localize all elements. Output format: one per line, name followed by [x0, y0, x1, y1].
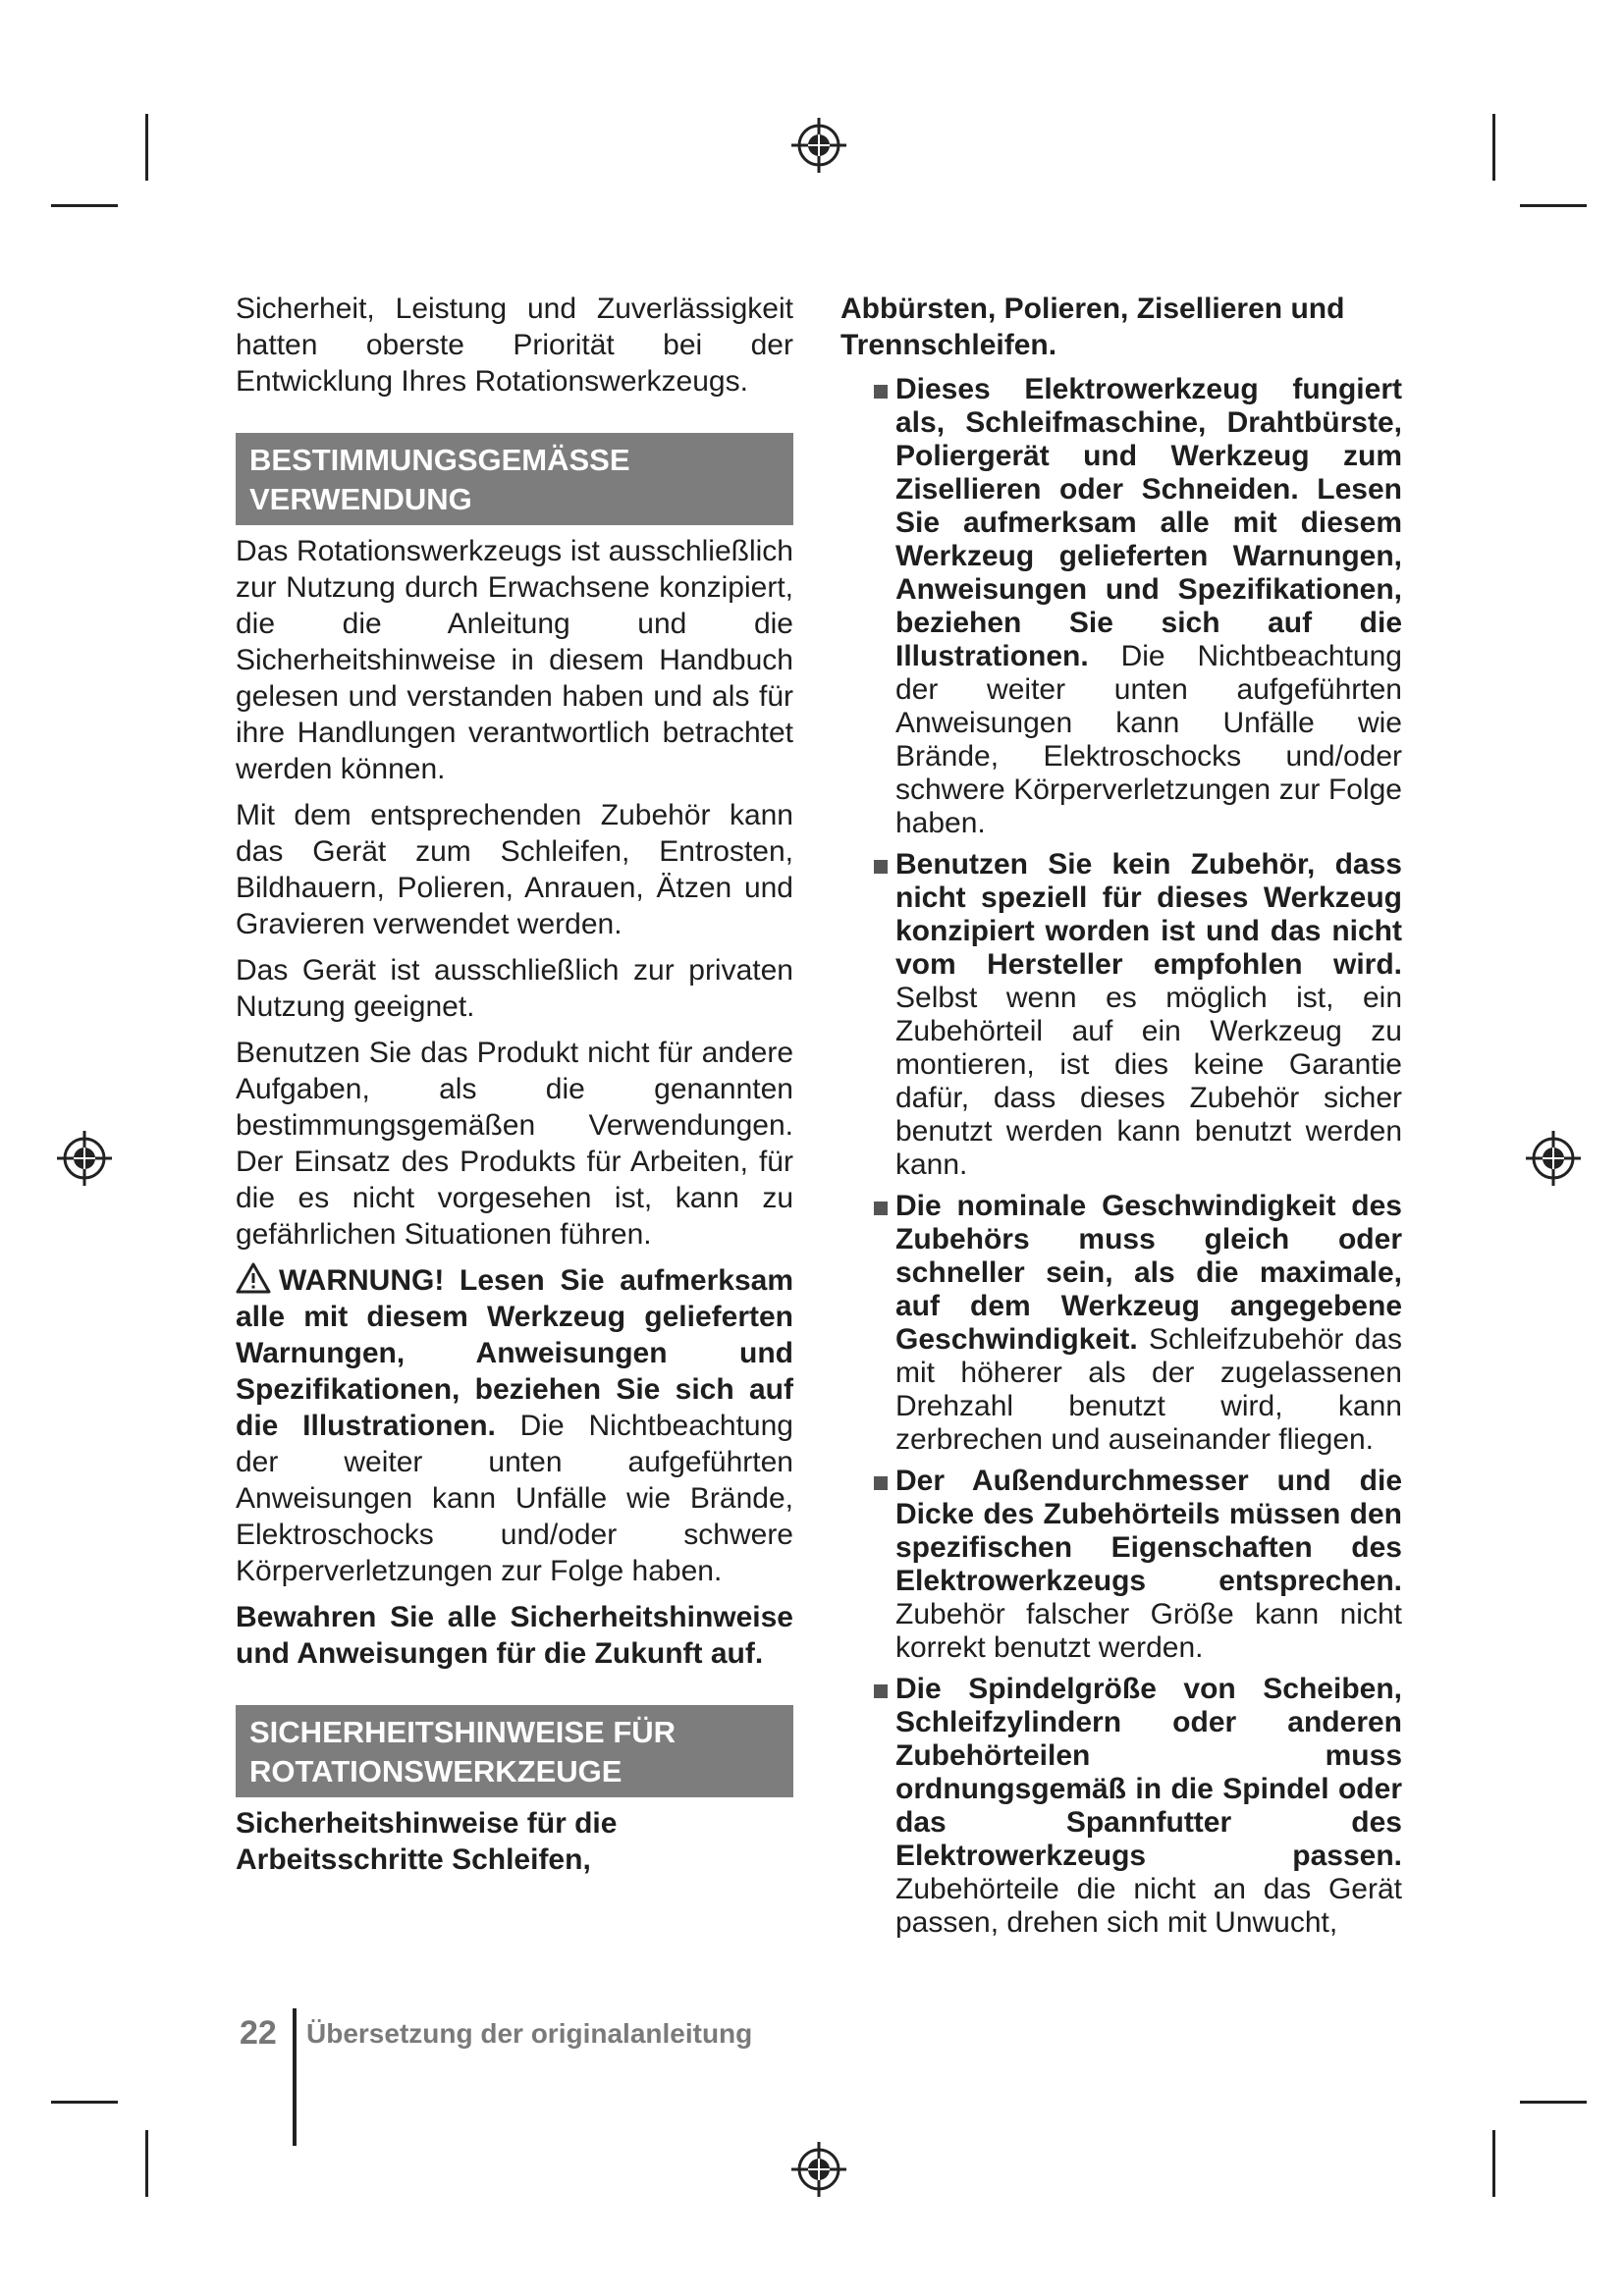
list-item: [840, 1190, 1402, 1457]
bullet-bold-text: Benutzen Sie kein Zubehör, dass nicht speziell für dieses Werkzeug konzipiert worden ist und das nicht vom Hersteller empfohlen wird.: [895, 848, 1402, 981]
crop-mark: [51, 2101, 118, 2104]
bullet-bold-text: Die nominale Geschwindigkeit des Zubehörs muss gleich oder schneller sein, als die maximale, auf dem Werkzeug angegebene Geschwindigkeit.: [895, 1190, 1402, 1356]
bullet-text: Schleifzubehör das mit höherer als der zugelassenen Drehzahl benutzt wird, kann zerbrechen und auseinander fliegen.: [895, 1323, 1402, 1456]
list-item: [840, 1465, 1402, 1665]
crop-mark: [51, 204, 118, 207]
registration-mark-icon: [789, 2140, 848, 2199]
list-item: [840, 373, 1402, 840]
page-number: 22: [240, 2014, 277, 2052]
bullet-bold-text: Die Spindelgröße von Scheiben, Schleifzylindern oder anderen Zubehörteilen muss ordnungsgemäß in die Spindel oder das Spannfutter des Elektrowerkzeugs passen.: [895, 1673, 1402, 1872]
bullet-text: Die Nichtbeachtung der weiter unten aufgeführten Anweisungen kann Unfälle wie Brände, Elektroschocks und/oder schwere Körperverletzungen zur Folge haben.: [895, 640, 1402, 839]
bullet-square-icon: [874, 860, 888, 874]
intended-use-paragraph: Benutzen Sie das Produkt nicht für andere Aufgaben, als die genannten bestimmungsgemäßen Verwendungen. Der Einsatz des Produkts für Arbeiten, für die es nicht vorgesehen ist, kann zu gefährlichen Situationen führen.: [236, 1037, 793, 1251]
footer-title: Übersetzung der originalanleitung: [306, 2018, 753, 2049]
safety-bullet-list: [840, 373, 1402, 1940]
warning-bold-text: WARNUNG! Lesen Sie aufmerksam alle mit diesem Werkzeug gelieferten Warnungen, Anweisungen und Spezifikationen, beziehen Sie sich auf die Illustrationen.: [236, 1264, 793, 1442]
right-column: [840, 291, 1402, 1948]
left-column: [236, 291, 793, 1888]
bullet-text: Zubehör falscher Größe kann nicht korrekt benutzt werden.: [895, 1598, 1402, 1664]
footer-divider: [293, 2008, 297, 2146]
registration-mark-icon: [1524, 1129, 1583, 1188]
crop-mark: [145, 2130, 148, 2197]
crop-mark: [1520, 2101, 1587, 2104]
warning-text: Die Nichtbeachtung der weiter unten aufgeführten Anweisungen kann Unfälle wie Brände, Elektroschocks und/oder schwere Körperverletzungen zur Folge haben.: [236, 1410, 793, 1587]
crop-mark: [1492, 114, 1495, 181]
intended-use-paragraph: Das Rotationswerkzeugs ist ausschließlich zur Nutzung durch Erwachsene konzipiert, die die Anleitung und die Sicherheitshinweise in diesem Handbuch gelesen und verstanden haben und als für ihre Handlungen verantwortlich betrachtet werden können.: [236, 535, 793, 785]
list-item: [840, 848, 1402, 1182]
bullet-square-icon: [874, 1684, 888, 1698]
crop-mark: [1520, 204, 1587, 207]
registration-mark-icon: [789, 116, 848, 175]
bullet-bold-text: Der Außendurchmesser und die Dicke des Zubehörteils müssen den spezifischen Eigenschaften des Elektrowerkzeugs entsprechen.: [895, 1465, 1402, 1597]
safety-subheading-continued: Abbürsten, Polieren, Zisellieren und Trennschleifen.: [840, 293, 1345, 361]
list-item: [840, 1673, 1402, 1940]
section-heading-safety: SICHERHEITSHINWEISE FÜR ROTATIONSWERKZEUGE: [236, 1705, 793, 1797]
intended-use-paragraph: Das Gerät ist ausschließlich zur privaten Nutzung geeignet.: [236, 954, 793, 1023]
warning-paragraph: [236, 1262, 793, 1589]
bullet-square-icon: [874, 385, 888, 399]
bullet-square-icon: [874, 1476, 888, 1490]
registration-mark-icon: [55, 1129, 114, 1188]
safety-subheading: Sicherheitshinweise für die Arbeitsschritte Schleifen,: [236, 1807, 618, 1876]
crop-mark: [145, 114, 148, 181]
bullet-bold-text: Dieses Elektrowerkzeug fungiert als, Schleifmaschine, Drahtbürste, Poliergerät und Werkzeug zum Zisellieren oder Schneiden. Lesen Sie aufmerksam alle mit diesem Werkzeug gelieferten Warnungen, Anweisungen und Spezifikationen, beziehen Sie sich auf die Illustrationen.: [895, 373, 1402, 672]
intro-paragraph: Sicherheit, Leistung und Zuverlässigkeit hatten oberste Priorität bei der Entwicklung Ihres Rotationswerkzeugs.: [236, 293, 793, 398]
section-heading-intended-use: BESTIMMUNGSGEMÄSSE VERWENDUNG: [236, 433, 793, 525]
intended-use-paragraph: Mit dem entsprechenden Zubehör kann das Gerät zum Schleifen, Entrosten, Bildhauern, Polieren, Anrauen, Ätzen und Gravieren verwendet werden.: [236, 799, 793, 940]
bullet-text: Selbst wenn es möglich ist, ein Zubehörteil auf ein Werkzeug zu montieren, ist dies keine Garantie dafür, dass dieses Zubehör sicher benutzt werden kann benutzt werden kann.: [895, 982, 1402, 1181]
crop-mark: [1492, 2130, 1495, 2197]
warning-triangle-icon: [236, 1262, 271, 1294]
bullet-square-icon: [874, 1201, 888, 1215]
bullet-text: Zubehörteile die nicht an das Gerät passen, drehen sich mit Unwucht,: [895, 1873, 1402, 1939]
keep-instructions-notice: Bewahren Sie alle Sicherheitshinweise und Anweisungen für die Zukunft auf.: [236, 1601, 793, 1670]
